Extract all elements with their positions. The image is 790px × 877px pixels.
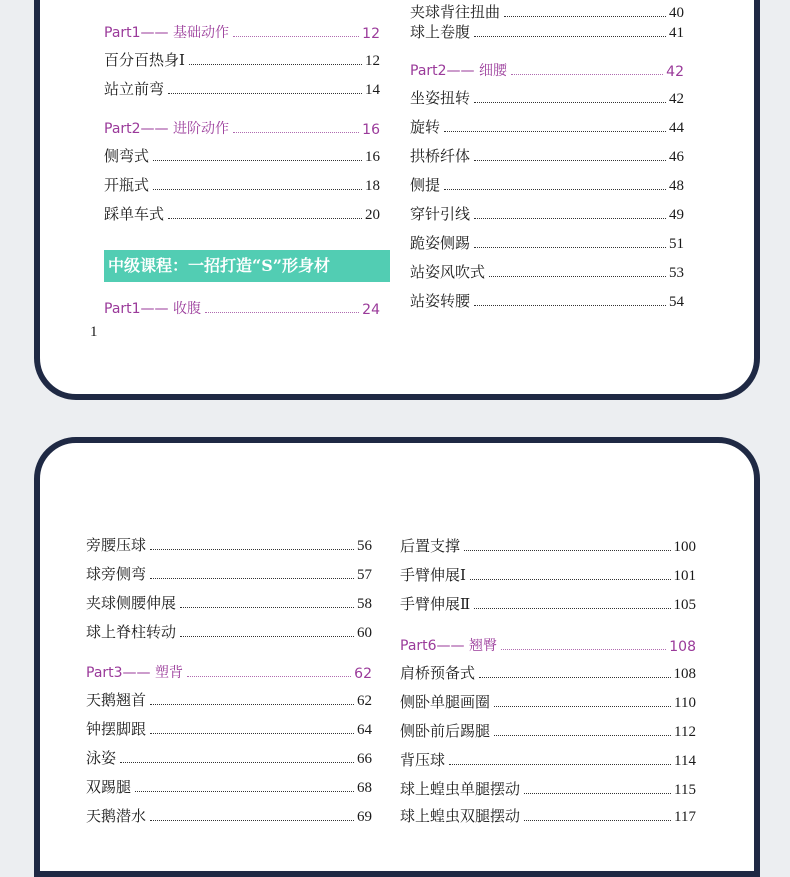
dot-leader (205, 312, 359, 313)
toc-entry[interactable] (86, 620, 372, 642)
entry-page: 115 (674, 782, 696, 798)
toc-page-bottom (34, 437, 760, 877)
entry-title: 旁腰压球 (86, 536, 147, 554)
dot-leader (120, 762, 354, 763)
dot-leader (150, 704, 354, 705)
part-page: 12 (362, 26, 380, 42)
toc-part-heading[interactable] (104, 296, 380, 318)
part-title: Part1—— 基础动作 (104, 25, 229, 41)
entry-title: 肩桥预备式 (400, 664, 476, 682)
toc-entry[interactable] (400, 777, 696, 799)
entry-title: 夹球侧腰伸展 (86, 594, 177, 612)
page-number: 1 (90, 324, 98, 340)
entry-title: 侧弯式 (104, 147, 150, 165)
entry-page: 112 (674, 724, 696, 740)
toc-part-heading[interactable] (104, 116, 380, 138)
entry-page: 54 (669, 294, 684, 310)
toc-entry[interactable] (400, 661, 696, 683)
entry-page: 69 (357, 809, 372, 825)
dot-leader (501, 649, 666, 650)
entry-title: 站立前弯 (104, 80, 165, 98)
dot-leader (135, 791, 354, 792)
part-title: Part3—— 塑背 (86, 665, 183, 681)
entry-title: 钟摆脚跟 (86, 720, 147, 738)
entry-title: 球上蝗虫双腿摆动 (400, 807, 521, 825)
entry-title: 球旁侧弯 (86, 565, 147, 583)
entry-title: 球上卷腹 (410, 23, 471, 41)
toc-page-top (34, 0, 760, 400)
entry-page: 68 (357, 780, 372, 796)
dot-leader (187, 676, 351, 677)
entry-title: 球上蝗虫单腿摆动 (400, 780, 521, 798)
entry-page: 66 (357, 751, 372, 767)
dot-leader (474, 305, 666, 306)
entry-title: 拱桥纤体 (410, 147, 471, 165)
dot-leader (180, 607, 354, 608)
toc-part-heading[interactable] (86, 660, 372, 682)
entry-title: 站姿风吹式 (410, 263, 486, 281)
toc-entry[interactable] (410, 144, 684, 166)
dot-leader (150, 733, 354, 734)
toc-entry[interactable] (400, 690, 696, 712)
entry-page: 48 (669, 178, 684, 194)
dot-leader (474, 247, 666, 248)
toc-entry[interactable] (400, 748, 696, 770)
dot-leader (150, 820, 354, 821)
entry-title: 穿针引线 (410, 205, 471, 223)
entry-title: 泳姿 (86, 749, 117, 767)
entry-page: 16 (365, 149, 380, 165)
toc-part-heading[interactable] (104, 20, 380, 42)
dot-leader (474, 160, 666, 161)
dot-leader (479, 677, 670, 678)
toc-entry[interactable] (86, 717, 372, 739)
toc-entry[interactable] (400, 534, 696, 556)
dot-leader (180, 636, 354, 637)
dot-leader (464, 550, 670, 551)
dot-leader (524, 820, 671, 821)
part-title: Part1—— 收腹 (104, 301, 201, 317)
toc-entry[interactable] (410, 173, 684, 195)
toc-part-heading[interactable] (400, 633, 696, 655)
entry-page: 57 (357, 567, 372, 583)
dot-leader (504, 16, 666, 17)
entry-page: 53 (669, 265, 684, 281)
part-title: Part6—— 翘臀 (400, 638, 497, 654)
entry-title: 背压球 (400, 751, 446, 769)
entry-page: 44 (669, 120, 684, 136)
dot-leader (150, 578, 354, 579)
toc-entry[interactable] (86, 746, 372, 768)
dot-leader (449, 764, 671, 765)
toc-entry[interactable] (400, 563, 696, 585)
entry-page: 51 (669, 236, 684, 252)
entry-page: 108 (673, 666, 696, 682)
entry-page: 46 (669, 149, 684, 165)
part-page: 24 (362, 302, 380, 318)
toc-entry[interactable] (410, 0, 684, 22)
entry-page: 56 (357, 538, 372, 554)
entry-page: 49 (669, 207, 684, 223)
dot-leader (153, 189, 362, 190)
entry-page: 62 (357, 693, 372, 709)
dot-leader (524, 793, 671, 794)
toc-entry[interactable] (86, 562, 372, 584)
toc-entry[interactable] (410, 20, 684, 42)
dot-leader (444, 189, 666, 190)
dot-leader (168, 218, 362, 219)
toc-entry[interactable] (104, 144, 380, 166)
dot-leader (233, 132, 359, 133)
entry-title: 站姿转腰 (410, 292, 471, 310)
dot-leader (233, 36, 359, 37)
toc-entry[interactable] (104, 48, 380, 70)
dot-leader (494, 735, 671, 736)
entry-page: 12 (365, 53, 380, 69)
toc-entry[interactable] (104, 77, 380, 99)
entry-title: 跪姿侧踢 (410, 234, 471, 252)
entry-title: 侧提 (410, 176, 441, 194)
part-page: 16 (362, 122, 380, 138)
entry-page: 18 (365, 178, 380, 194)
dot-leader (474, 608, 670, 609)
entry-page: 105 (673, 597, 696, 613)
entry-page: 20 (365, 207, 380, 223)
level-banner: 中级课程：一招打造“S”形身材 (104, 250, 390, 282)
dot-leader (153, 160, 362, 161)
entry-title: 手臂伸展Ⅱ (400, 595, 471, 613)
entry-page: 114 (674, 753, 696, 769)
part-page: 62 (354, 666, 372, 682)
toc-entry[interactable] (410, 86, 684, 108)
toc-entry[interactable] (86, 591, 372, 613)
toc-entry[interactable] (410, 260, 684, 282)
toc-entry[interactable] (410, 231, 684, 253)
entry-page: 14 (365, 82, 380, 98)
part-page: 108 (669, 639, 696, 655)
entry-title: 侧卧单腿画圈 (400, 693, 491, 711)
toc-entry[interactable] (86, 533, 372, 555)
dot-leader (474, 102, 666, 103)
toc-entry[interactable] (86, 804, 372, 826)
dot-leader (474, 36, 666, 37)
toc-entry[interactable] (104, 202, 380, 224)
dot-leader (444, 131, 666, 132)
toc-entry[interactable] (400, 592, 696, 614)
part-title: Part2—— 进阶动作 (104, 121, 229, 137)
toc-entry[interactable] (410, 289, 684, 311)
entry-title: 天鹅翘首 (86, 691, 147, 709)
entry-page: 117 (674, 809, 696, 825)
dot-leader (470, 579, 671, 580)
entry-title: 天鹅潜水 (86, 807, 147, 825)
entry-page: 64 (357, 722, 372, 738)
entry-title: 坐姿扭转 (410, 89, 471, 107)
entry-title: 双踢腿 (86, 778, 132, 796)
entry-title: 开瓶式 (104, 176, 150, 194)
toc-entry[interactable] (410, 115, 684, 137)
toc-entry[interactable] (400, 719, 696, 741)
entry-page: 100 (673, 539, 696, 555)
dot-leader (168, 93, 362, 94)
dot-leader (494, 706, 671, 707)
entry-page: 101 (673, 568, 696, 584)
entry-title: 后置支撑 (400, 537, 461, 555)
entry-page: 60 (357, 625, 372, 641)
entry-title: 踩单车式 (104, 205, 165, 223)
toc-part-heading[interactable] (410, 58, 684, 80)
entry-page: 40 (669, 5, 684, 21)
toc-entry[interactable] (104, 173, 380, 195)
entry-page: 58 (357, 596, 372, 612)
toc-entry[interactable] (86, 775, 372, 797)
dot-leader (489, 276, 666, 277)
part-page: 42 (666, 64, 684, 80)
toc-entry[interactable] (86, 688, 372, 710)
entry-title: 夹球背往扭曲 (410, 3, 501, 21)
toc-entry[interactable] (400, 804, 696, 826)
dot-leader (511, 74, 663, 75)
dot-leader (150, 549, 354, 550)
entry-page: 41 (669, 25, 684, 41)
entry-page: 42 (669, 91, 684, 107)
entry-page: 110 (674, 695, 696, 711)
dot-leader (189, 64, 362, 65)
part-title: Part2—— 细腰 (410, 63, 507, 79)
entry-title: 侧卧前后踢腿 (400, 722, 491, 740)
entry-title: 旋转 (410, 118, 441, 136)
entry-title: 球上脊柱转动 (86, 623, 177, 641)
entry-title: 手臂伸展Ⅰ (400, 566, 466, 584)
toc-entry[interactable] (410, 202, 684, 224)
entry-title: 百分百热身Ⅰ (104, 51, 185, 69)
dot-leader (474, 218, 666, 219)
